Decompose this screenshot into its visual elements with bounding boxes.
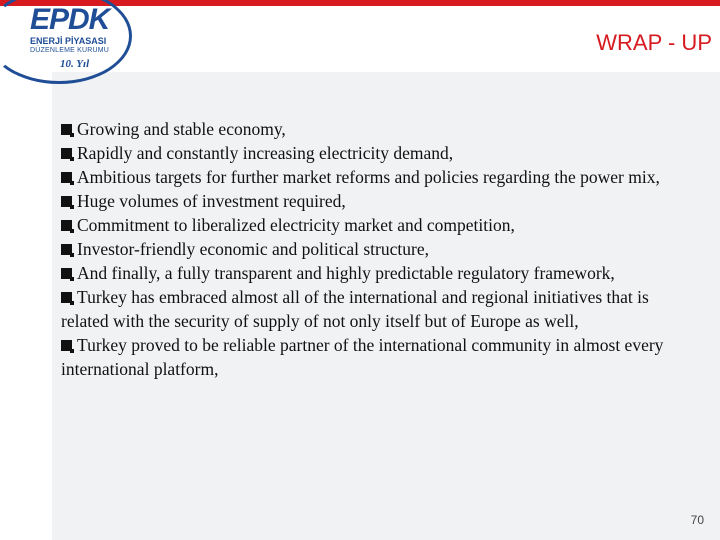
logo-anniversary-mark: 10. Yıl	[60, 58, 90, 70]
square-bullet-icon	[61, 244, 72, 255]
square-bullet-icon	[61, 268, 72, 279]
page-number: 70	[690, 513, 704, 527]
square-bullet-icon	[61, 172, 72, 183]
logo-line-2: DÜZENLEME KURUMU	[30, 47, 110, 54]
list-item	[61, 285, 671, 333]
list-item	[61, 141, 671, 165]
list-item-text: Growing and stable economy,	[77, 119, 286, 139]
list-item	[61, 261, 671, 285]
list-item-text: Investor-friendly economic and political structure,	[77, 239, 429, 259]
list-item	[61, 333, 671, 381]
list-item-text: Ambitious targets for further market reforms and policies regarding the power mix,	[77, 167, 660, 187]
list-item-text: Turkey has embraced almost all of the international and regional initiatives that is related with the security of supply of not only itself but of Europe as well,	[61, 287, 649, 331]
list-item	[61, 117, 671, 141]
square-bullet-icon	[61, 148, 72, 159]
list-item	[61, 213, 671, 237]
list-item-text: Commitment to liberalized electricity market and competition,	[77, 215, 515, 235]
logo-line-1: ENERJİ PİYASASI	[30, 36, 107, 46]
slide-title: WRAP - UP	[596, 30, 712, 55]
square-bullet-icon	[61, 292, 72, 303]
epdk-logo	[0, 0, 150, 80]
list-item	[61, 165, 671, 189]
list-item	[61, 237, 671, 261]
list-item-text: Turkey proved to be reliable partner of the international community in almost every international platform,	[61, 335, 664, 379]
square-bullet-icon	[61, 340, 72, 351]
square-bullet-icon	[61, 220, 72, 231]
list-item-text: And finally, a fully transparent and highly predictable regulatory framework,	[77, 263, 615, 283]
list-item-text: Huge volumes of investment required,	[77, 191, 346, 211]
list-item-text: Rapidly and constantly increasing electricity demand,	[77, 143, 454, 163]
square-bullet-icon	[61, 196, 72, 207]
bullet-list	[61, 117, 671, 381]
logo-wordmark: EPDK	[30, 3, 110, 36]
list-item	[61, 189, 671, 213]
square-bullet-icon	[61, 124, 72, 135]
